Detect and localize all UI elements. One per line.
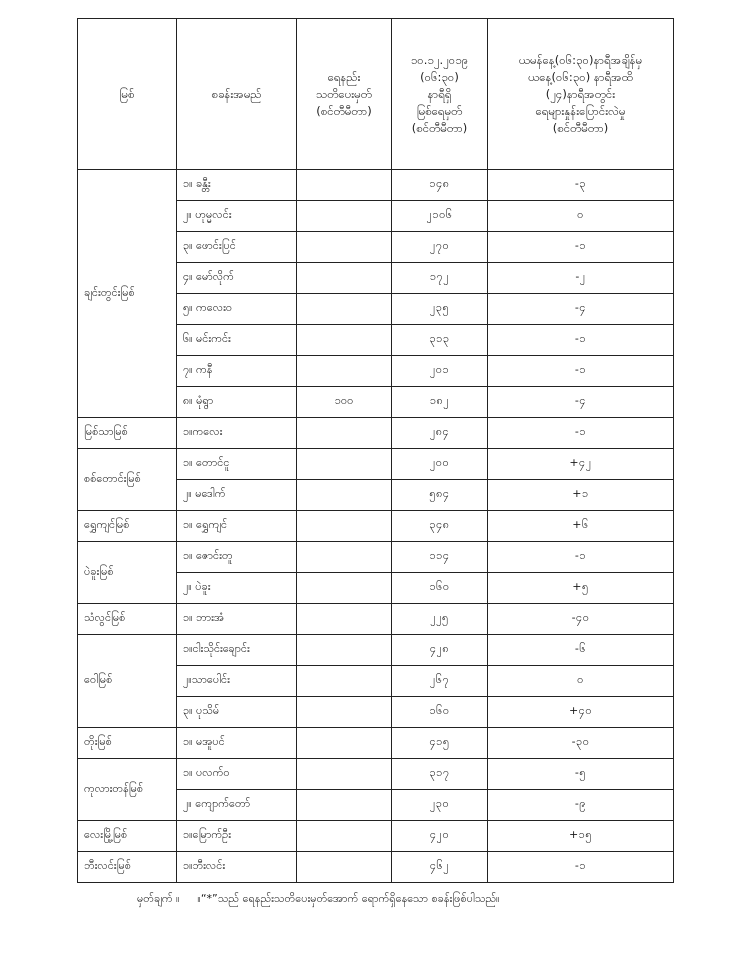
warning-level-cell [297, 604, 392, 635]
river-name-cell: ပဲခူးမြစ် [78, 542, 177, 604]
footnote [137, 892, 517, 908]
station-name-cell: ၂။သာပေါင်း [177, 666, 297, 697]
river-name-cell: ဝေါမြစ် [78, 635, 177, 728]
river-name-cell: မြစ်သာမြစ် [78, 418, 177, 449]
water-level-cell: ၂၃၅ [392, 294, 488, 325]
level-change-cell: -၁ [488, 418, 674, 449]
level-change-cell: +၄၀ [488, 697, 674, 728]
table-row [78, 449, 674, 480]
level-change-cell: +၁ [488, 480, 674, 511]
water-level-cell: ၁၄၈ [392, 170, 488, 201]
header-river: မြစ် [78, 19, 177, 170]
station-name-cell: ၃။ ပုသိမ် [177, 697, 297, 728]
water-level-cell: ၁၆၀ [392, 573, 488, 604]
river-name-cell: သံလွင်မြစ် [78, 604, 177, 635]
level-change-cell: -၄၀ [488, 604, 674, 635]
warning-level-cell [297, 418, 392, 449]
station-name-cell: ၁။ဘီးလင်း [177, 852, 297, 883]
station-name-cell: ၇။ ကနီ [177, 356, 297, 387]
warning-level-cell [297, 728, 392, 759]
level-change-cell: -၁ [488, 232, 674, 263]
station-name-cell: ၂။ ကျောက်တော် [177, 790, 297, 821]
river-name-cell: လေးမြို့မြစ် [78, 821, 177, 852]
warning-level-cell [297, 852, 392, 883]
water-level-cell: ၃၄၈ [392, 511, 488, 542]
header-24h-change: ယမန်နေ့(၀၆:၃၀)နာရီအချိန်မှ ယနေ့(၀၆:၃၀) နာရီအထိ (၂၄)နာရီအတွင်း ရေများနှုန်းပြောင်းလဲမှု (စင်တီမီတာ) [488, 19, 674, 170]
station-name-cell: ၂။ ဟုမ္မလင်း [177, 201, 297, 232]
footnote-text: ။“*”သည် ရေနည်းသတိပေးမှတ်အောက် ရောက်ရှိနေသော စခန်းဖြစ်ပါသည်။ [197, 892, 500, 905]
warning-level-cell [297, 666, 392, 697]
water-level-cell: ၂၈၄ [392, 418, 488, 449]
water-level-cell: ၄၁၅ [392, 728, 488, 759]
water-level-cell: ၂၁၀၆ [392, 201, 488, 232]
level-change-cell: +၁၅ [488, 821, 674, 852]
table-row [78, 418, 674, 449]
warning-level-cell [297, 325, 392, 356]
river-name-cell: စစ်တောင်းမြစ် [78, 449, 177, 511]
water-level-cell: ၂၇၀ [392, 232, 488, 263]
level-change-cell: -၆ [488, 635, 674, 666]
water-level-cell: ၃၁၇ [392, 759, 488, 790]
river-name-cell: ကုလားတန်မြစ် [78, 759, 177, 821]
water-level-cell: ၄၆၂ [392, 852, 488, 883]
water-level-cell: ၂၂၅ [392, 604, 488, 635]
level-change-cell: -၃ [488, 170, 674, 201]
station-name-cell: ၁။ တောင်ငူ [177, 449, 297, 480]
warning-level-cell: ၁၀၀ [297, 387, 392, 418]
water-level-cell: ၁၈၂ [392, 387, 488, 418]
level-change-cell: -၄ [488, 387, 674, 418]
water-level-cell: ၄၂၀ [392, 821, 488, 852]
warning-level-cell [297, 542, 392, 573]
station-name-cell: ၂။ ပဲခူး [177, 573, 297, 604]
station-name-cell: ၁။ ခန္တီး [177, 170, 297, 201]
level-change-cell: ၀ [488, 666, 674, 697]
station-name-cell: ၈။ မုံရွာ [177, 387, 297, 418]
water-level-cell: ၁၁၄ [392, 542, 488, 573]
warning-level-cell [297, 480, 392, 511]
station-name-cell: ၁။ ဘားအံ [177, 604, 297, 635]
water-level-cell: ၅၈၄ [392, 480, 488, 511]
warning-level-cell [297, 821, 392, 852]
water-level-cell: ၂၆၇ [392, 666, 488, 697]
table-row [78, 852, 674, 883]
level-change-cell: -၁ [488, 325, 674, 356]
header-water-level: ၁၀.၁၂.၂၀၁၉ (၀၆:၃၀) နာရီရှိ မြစ်ရေမှတ် (စင်တီမီတာ) [392, 19, 488, 170]
table-body [78, 170, 674, 883]
water-level-cell: ၂၃၀ [392, 790, 488, 821]
station-name-cell: ၂။ မဒေါက် [177, 480, 297, 511]
river-name-cell: ဘီးလင်းမြစ် [78, 852, 177, 883]
warning-level-cell [297, 170, 392, 201]
level-change-cell: -၁ [488, 852, 674, 883]
station-name-cell: ၁။မြောက်ဦး [177, 821, 297, 852]
station-name-cell: ၁။ ပလက်ဝ [177, 759, 297, 790]
station-name-cell: ၁။ကလေး [177, 418, 297, 449]
level-change-cell: -၂ [488, 263, 674, 294]
water-level-cell: ၁၆၀ [392, 697, 488, 728]
water-level-cell: ၃၁၃ [392, 325, 488, 356]
table-row [78, 821, 674, 852]
warning-level-cell [297, 790, 392, 821]
header-station: စခန်းအမည် [177, 19, 297, 170]
level-change-cell: +၄၂ [488, 449, 674, 480]
river-level-table [77, 18, 674, 883]
water-level-cell: ၁၇၂ [392, 263, 488, 294]
table-row [78, 604, 674, 635]
warning-level-cell [297, 356, 392, 387]
header-warning-level: ရေနည်း သတိပေးမှတ် (စင်တီမီတာ) [297, 19, 392, 170]
table-header [78, 19, 674, 170]
station-name-cell: ၃။ ဖောင်းပြင် [177, 232, 297, 263]
table-row [78, 728, 674, 759]
table-row [78, 635, 674, 666]
river-name-cell: တိုးမြစ် [78, 728, 177, 759]
water-level-cell: ၂၀၁ [392, 356, 488, 387]
station-name-cell: ၅။ ကလေးဝ [177, 294, 297, 325]
warning-level-cell [297, 449, 392, 480]
table-row [78, 542, 674, 573]
warning-level-cell [297, 294, 392, 325]
table-row [78, 170, 674, 201]
level-change-cell: ၀ [488, 201, 674, 232]
river-name-cell: ချင်းတွင်းမြစ် [78, 170, 177, 418]
warning-level-cell [297, 573, 392, 604]
warning-level-cell [297, 697, 392, 728]
station-name-cell: ၆။ မင်းကင်း [177, 325, 297, 356]
level-change-cell: +၅ [488, 573, 674, 604]
water-level-cell: ၄၂၈ [392, 635, 488, 666]
level-change-cell: -၄ [488, 294, 674, 325]
table-row [78, 759, 674, 790]
station-name-cell: ၄။ မော်လိုက် [177, 263, 297, 294]
level-change-cell: -၅ [488, 759, 674, 790]
station-name-cell: ၁။ငါးသိုင်းချောင်း [177, 635, 297, 666]
warning-level-cell [297, 232, 392, 263]
station-name-cell: ၁။ ဇောင်းတူ [177, 542, 297, 573]
warning-level-cell [297, 635, 392, 666]
level-change-cell: +၆ [488, 511, 674, 542]
warning-level-cell [297, 201, 392, 232]
warning-level-cell [297, 511, 392, 542]
station-name-cell: ၁။ ရွှေကျင် [177, 511, 297, 542]
table-row [78, 511, 674, 542]
warning-level-cell [297, 263, 392, 294]
water-level-cell: ၂၀၀ [392, 449, 488, 480]
footnote-label: မှတ်ချက် ။ [137, 892, 180, 905]
warning-level-cell [297, 759, 392, 790]
level-change-cell: -၉ [488, 790, 674, 821]
river-name-cell: ရွှေကျင်မြစ် [78, 511, 177, 542]
level-change-cell: -၃၀ [488, 728, 674, 759]
station-name-cell: ၁။ မအူပင် [177, 728, 297, 759]
level-change-cell: -၁ [488, 542, 674, 573]
level-change-cell: -၁ [488, 356, 674, 387]
